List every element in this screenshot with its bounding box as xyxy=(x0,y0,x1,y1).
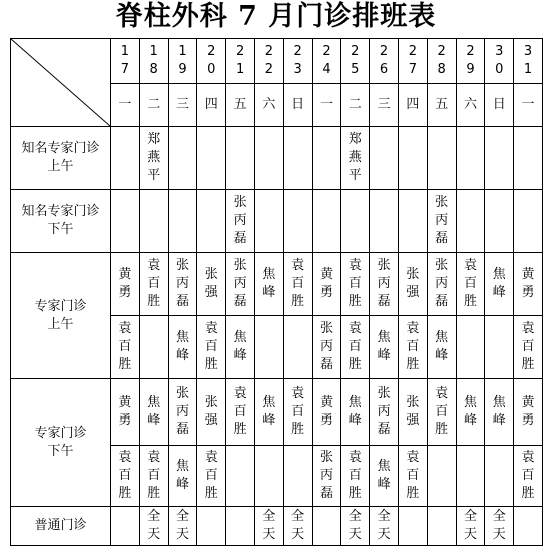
schedule-cell xyxy=(139,253,168,316)
schedule-cell xyxy=(370,127,399,190)
schedule-cell xyxy=(370,507,399,546)
schedule-cell-text: 袁百胜 xyxy=(463,258,477,309)
schedule-cell xyxy=(139,190,168,253)
weekday-cell-text: 六 xyxy=(262,97,276,112)
row-label-famous_pm-line: 下午 xyxy=(47,222,74,237)
schedule-cell xyxy=(197,446,226,507)
schedule-cell xyxy=(283,127,312,190)
schedule-cell-text: 焦峰 xyxy=(492,267,506,300)
date-cell-text: 30 xyxy=(495,44,504,77)
date-cell xyxy=(312,39,341,84)
schedule-cell-text: 张丙磊 xyxy=(435,195,449,246)
weekday-cell xyxy=(514,84,543,127)
schedule-cell-text: 袁百胜 xyxy=(521,321,535,372)
schedule-cell-text: 焦峰 xyxy=(492,395,506,428)
header-corner xyxy=(11,39,111,127)
weekday-cell xyxy=(168,84,197,127)
schedule-cell xyxy=(341,190,370,253)
schedule-cell-text: 黄勇 xyxy=(118,267,132,300)
schedule-cell xyxy=(341,127,370,190)
weekday-cell-text: 日 xyxy=(492,97,506,112)
weekday-cell xyxy=(370,84,399,127)
schedule-cell xyxy=(312,446,341,507)
schedule-cell-text: 全天 xyxy=(291,509,305,542)
schedule-cell xyxy=(370,316,399,379)
schedule-cell xyxy=(427,190,456,253)
schedule-cell xyxy=(370,379,399,446)
schedule-cell-text: 焦峰 xyxy=(262,395,276,428)
date-cell xyxy=(254,39,283,84)
date-cell-text: 17 xyxy=(120,44,130,77)
schedule-cell xyxy=(341,316,370,379)
schedule-cell xyxy=(111,316,140,379)
row-label-famous_pm-line: 知名专家门诊 xyxy=(21,204,100,219)
schedule-cell-text: 张丙磊 xyxy=(175,258,189,309)
schedule-cell xyxy=(456,379,485,446)
schedule-cell xyxy=(226,316,255,379)
schedule-cell xyxy=(398,379,427,446)
schedule-cell xyxy=(312,507,341,546)
schedule-cell-text: 全天 xyxy=(377,509,391,542)
row-general xyxy=(11,507,543,546)
weekday-cell-text: 三 xyxy=(377,97,391,112)
date-cell-text: 19 xyxy=(178,44,187,77)
weekday-cell-text: 二 xyxy=(147,97,161,112)
schedule-cell-text: 焦峰 xyxy=(348,395,362,428)
schedule-cell xyxy=(312,316,341,379)
schedule-cell xyxy=(370,190,399,253)
schedule-cell xyxy=(283,507,312,546)
date-cell xyxy=(283,39,312,84)
schedule-cell xyxy=(254,127,283,190)
schedule-cell-text: 焦峰 xyxy=(147,395,161,428)
schedule-cell xyxy=(485,127,514,190)
schedule-cell-text: 袁百胜 xyxy=(521,450,535,501)
schedule-cell xyxy=(427,379,456,446)
weekday-cell-text: 六 xyxy=(463,97,477,112)
schedule-cell xyxy=(398,190,427,253)
weekday-cell xyxy=(111,84,140,127)
weekday-cell xyxy=(226,84,255,127)
schedule-cell-text: 袁百胜 xyxy=(348,321,362,372)
schedule-cell xyxy=(226,379,255,446)
date-cell-text: 23 xyxy=(293,44,302,77)
schedule-cell xyxy=(111,379,140,446)
schedule-cell xyxy=(197,507,226,546)
schedule-cell xyxy=(283,316,312,379)
date-cell xyxy=(485,39,514,84)
date-cell-text: 28 xyxy=(437,44,446,77)
schedule-cell xyxy=(226,127,255,190)
diagonal-line xyxy=(11,39,110,126)
date-cell xyxy=(514,39,543,84)
row-expert_am-top xyxy=(11,253,543,316)
weekday-cell-text: 日 xyxy=(291,97,305,112)
schedule-cell-text: 黄勇 xyxy=(118,395,132,428)
schedule-cell xyxy=(139,446,168,507)
schedule-cell xyxy=(398,507,427,546)
schedule-cell xyxy=(197,316,226,379)
schedule-cell xyxy=(341,253,370,316)
schedule-cell xyxy=(283,253,312,316)
schedule-cell xyxy=(341,379,370,446)
schedule-cell xyxy=(341,507,370,546)
row-label-expert_pm-line: 专家门诊 xyxy=(34,425,87,441)
date-cell-text: 24 xyxy=(322,44,331,77)
date-cell-text: 25 xyxy=(351,44,360,77)
schedule-cell-text: 张强 xyxy=(204,395,218,428)
schedule-cell xyxy=(312,379,341,446)
schedule-cell xyxy=(111,190,140,253)
schedule-cell-text: 袁百胜 xyxy=(435,386,449,437)
schedule-cell-text: 张丙磊 xyxy=(233,195,247,246)
schedule-cell xyxy=(485,190,514,253)
date-cell-text: 20 xyxy=(207,44,216,77)
weekday-cell xyxy=(283,84,312,127)
schedule-cell-text: 张丙磊 xyxy=(233,258,247,309)
schedule-cell xyxy=(226,253,255,316)
schedule-cell-text: 袁百胜 xyxy=(118,321,132,372)
schedule-cell-text: 焦峰 xyxy=(262,267,276,300)
schedule-cell xyxy=(197,253,226,316)
schedule-cell xyxy=(197,190,226,253)
schedule-cell-text: 张强 xyxy=(406,267,420,300)
schedule-cell-text: 袁百胜 xyxy=(348,450,362,501)
weekday-cell-text: 一 xyxy=(319,97,333,112)
schedule-cell xyxy=(427,446,456,507)
schedule-cell xyxy=(283,379,312,446)
schedule-cell xyxy=(254,253,283,316)
row-label-expert_pm xyxy=(11,379,111,507)
schedule-cell xyxy=(254,190,283,253)
schedule-cell xyxy=(111,127,140,190)
schedule-cell-text: 焦峰 xyxy=(233,330,247,363)
schedule-cell xyxy=(485,507,514,546)
schedule-cell xyxy=(139,379,168,446)
schedule-cell xyxy=(456,190,485,253)
schedule-cell-text: 张强 xyxy=(204,267,218,300)
schedule-cell xyxy=(398,127,427,190)
schedule-cell-text: 焦峰 xyxy=(463,395,477,428)
schedule-cell xyxy=(456,446,485,507)
schedule-cell-text: 袁百胜 xyxy=(291,386,305,437)
schedule-cell-text: 焦峰 xyxy=(175,459,189,492)
schedule-cell-text: 全天 xyxy=(175,509,189,542)
weekday-cell-text: 一 xyxy=(118,97,132,112)
schedule-cell xyxy=(427,253,456,316)
schedule-cell xyxy=(111,507,140,546)
weekday-cell-text: 二 xyxy=(348,97,362,112)
schedule-table xyxy=(10,38,543,546)
weekday-cell xyxy=(312,84,341,127)
date-cell-text: 21 xyxy=(235,44,245,77)
schedule-cell xyxy=(312,127,341,190)
schedule-cell-text: 袁百胜 xyxy=(204,450,218,501)
schedule-cell xyxy=(226,190,255,253)
schedule-cell-text: 张丙磊 xyxy=(377,258,391,309)
schedule-cell-text: 张丙磊 xyxy=(175,386,189,437)
schedule-cell xyxy=(168,316,197,379)
schedule-cell-text: 黄勇 xyxy=(319,267,333,300)
schedule-cell xyxy=(197,127,226,190)
weekday-cell xyxy=(456,84,485,127)
weekday-cell-text: 五 xyxy=(435,97,449,112)
weekday-cell xyxy=(427,84,456,127)
schedule-cell xyxy=(456,316,485,379)
schedule-cell-text: 全天 xyxy=(463,509,477,542)
schedule-cell xyxy=(111,446,140,507)
schedule-cell-text: 袁百胜 xyxy=(147,450,161,501)
schedule-cell-text: 袁百胜 xyxy=(406,321,420,372)
schedule-cell xyxy=(370,446,399,507)
schedule-cell-text: 焦峰 xyxy=(377,459,391,492)
schedule-cell xyxy=(485,379,514,446)
schedule-cell xyxy=(312,190,341,253)
row-label-famous_am xyxy=(11,127,111,190)
weekday-cell-text: 四 xyxy=(406,97,420,112)
row-famous_pm xyxy=(11,190,543,253)
row-label-famous_pm xyxy=(11,190,111,253)
weekday-cell xyxy=(398,84,427,127)
schedule-cell xyxy=(168,507,197,546)
row-label-expert_am xyxy=(11,253,111,379)
schedule-cell-text: 郑燕平 xyxy=(348,132,362,183)
date-cell xyxy=(398,39,427,84)
schedule-cell xyxy=(485,253,514,316)
schedule-cell xyxy=(111,253,140,316)
schedule-cell-text: 袁百胜 xyxy=(118,450,132,501)
date-cell-text: 18 xyxy=(149,44,158,77)
schedule-cell-text: 全天 xyxy=(348,509,362,542)
schedule-cell-text: 张丙磊 xyxy=(435,258,449,309)
schedule-cell xyxy=(514,127,543,190)
schedule-cell-text: 黄勇 xyxy=(521,267,535,300)
schedule-cell-text: 郑燕平 xyxy=(147,132,161,183)
row-label-expert_am-line: 上午 xyxy=(47,316,74,332)
schedule-cell-text: 袁百胜 xyxy=(204,321,218,372)
schedule-cell xyxy=(398,316,427,379)
weekday-cell-text: 四 xyxy=(204,97,218,112)
date-cell xyxy=(197,39,226,84)
schedule-cell xyxy=(139,127,168,190)
schedule-cell xyxy=(254,507,283,546)
weekday-cell-text: 五 xyxy=(233,97,247,112)
date-cell xyxy=(168,39,197,84)
weekday-cell xyxy=(341,84,370,127)
schedule-cell-text: 黄勇 xyxy=(521,395,535,428)
date-cell-text: 26 xyxy=(379,44,389,77)
schedule-cell xyxy=(168,127,197,190)
schedule-cell xyxy=(168,190,197,253)
row-label-famous_am-line: 上午 xyxy=(47,159,74,174)
schedule-cell-text: 张强 xyxy=(406,395,420,428)
schedule-cell xyxy=(514,507,543,546)
schedule-cell-text: 张丙磊 xyxy=(319,450,333,501)
schedule-cell-text: 焦峰 xyxy=(377,330,391,363)
schedule-cell-text: 袁百胜 xyxy=(348,258,362,309)
schedule-cell xyxy=(254,379,283,446)
schedule-cell xyxy=(283,446,312,507)
date-cell-text: 31 xyxy=(523,44,533,77)
date-cell xyxy=(456,39,485,84)
schedule-cell-text: 张丙磊 xyxy=(319,321,333,372)
schedule-cell xyxy=(341,446,370,507)
schedule-cell xyxy=(254,446,283,507)
date-cell xyxy=(427,39,456,84)
date-cell xyxy=(341,39,370,84)
schedule-cell xyxy=(485,446,514,507)
weekday-cell-text: 一 xyxy=(521,97,535,112)
schedule-cell-text: 黄勇 xyxy=(319,395,333,428)
schedule-cell xyxy=(514,379,543,446)
row-label-famous_am-line: 知名专家门诊 xyxy=(21,141,100,156)
row-famous_am xyxy=(11,127,543,190)
row-label-expert_pm-line: 下午 xyxy=(47,443,74,459)
row-label-general-line: 普通门诊 xyxy=(34,518,87,533)
schedule-cell-text: 袁百胜 xyxy=(406,450,420,501)
weekday-cell xyxy=(485,84,514,127)
date-cell-text: 22 xyxy=(264,44,274,77)
schedule-cell xyxy=(514,190,543,253)
row-label-general xyxy=(11,507,111,546)
schedule-cell xyxy=(456,507,485,546)
schedule-cell-text: 焦峰 xyxy=(175,330,189,363)
schedule-cell xyxy=(139,507,168,546)
schedule-cell xyxy=(370,253,399,316)
schedule-cell-text: 袁百胜 xyxy=(291,258,305,309)
schedule-cell xyxy=(427,507,456,546)
schedule-cell xyxy=(197,379,226,446)
schedule-cell xyxy=(226,446,255,507)
weekday-cell xyxy=(197,84,226,127)
date-cell xyxy=(226,39,255,84)
schedule-cell xyxy=(283,190,312,253)
schedule-cell-text: 全天 xyxy=(147,509,161,542)
date-cell xyxy=(370,39,399,84)
schedule-cell xyxy=(427,316,456,379)
schedule-cell xyxy=(168,253,197,316)
date-cell-text: 27 xyxy=(408,44,417,77)
schedule-cell xyxy=(514,446,543,507)
schedule-cell-text: 焦峰 xyxy=(435,330,449,363)
date-cell xyxy=(111,39,140,84)
schedule-cell xyxy=(226,507,255,546)
schedule-cell xyxy=(139,316,168,379)
schedule-cell-text: 张丙磊 xyxy=(377,386,391,437)
schedule-cell-text: 袁百胜 xyxy=(233,386,247,437)
page-title: 脊柱外科 7 月门诊排班表 xyxy=(115,1,437,32)
schedule-cell xyxy=(168,446,197,507)
schedule-cell xyxy=(456,127,485,190)
weekday-cell xyxy=(254,84,283,127)
row-expert_pm-top xyxy=(11,379,543,446)
schedule-cell xyxy=(485,316,514,379)
schedule-cell xyxy=(514,253,543,316)
schedule-cell xyxy=(254,316,283,379)
schedule-cell-text: 袁百胜 xyxy=(147,258,161,309)
schedule-cell xyxy=(456,253,485,316)
schedule-cell xyxy=(398,253,427,316)
schedule-cell xyxy=(514,316,543,379)
weekday-cell xyxy=(139,84,168,127)
schedule-cell xyxy=(427,127,456,190)
schedule-cell-text: 全天 xyxy=(492,509,506,542)
schedule-cell xyxy=(398,446,427,507)
date-cell xyxy=(139,39,168,84)
weekday-cell-text: 三 xyxy=(175,97,189,112)
schedule-cell xyxy=(168,379,197,446)
date-cell-text: 29 xyxy=(466,44,475,77)
row-label-expert_am-line: 专家门诊 xyxy=(34,298,87,314)
schedule-cell xyxy=(312,253,341,316)
schedule-cell-text: 全天 xyxy=(262,509,276,542)
